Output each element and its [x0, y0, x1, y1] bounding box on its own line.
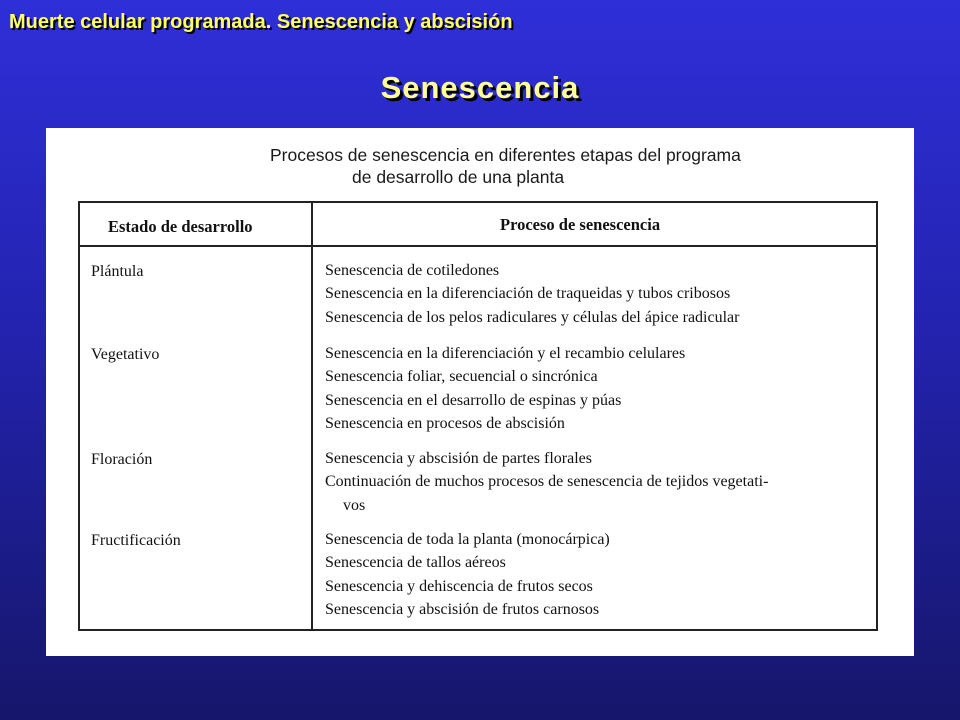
- process-item: Continuación de muchos procesos de senescencia de tejidos vegetati-: [325, 473, 769, 491]
- row-stage-fructificacion: Fructificación: [91, 532, 181, 549]
- caption-line-2: de desarrollo de una planta: [352, 167, 565, 187]
- header-process: Proceso de senescencia: [500, 215, 661, 234]
- process-item: Senescencia de toda la planta (monocárpica): [325, 531, 610, 548]
- caption-line-1: Procesos de senescencia en diferentes etapas del programa: [270, 145, 741, 165]
- slide-main-title: Senescencia: [380, 70, 580, 105]
- row-processes-floracion: [325, 447, 768, 517]
- process-item: Senescencia y abscisión de partes florales: [325, 450, 593, 467]
- process-item: Senescencia de los pelos radiculares y células del ápice radicular: [325, 308, 740, 326]
- table-header-row: [80, 203, 876, 247]
- row-stage-vegetativo: Vegetativo: [91, 346, 160, 363]
- process-item: Senescencia foliar, secuencial o sincrónica: [325, 368, 598, 386]
- slide-top-title: Muerte celular programada. Senescencia y abscisión: [9, 11, 513, 33]
- scanned-figure: [46, 128, 914, 656]
- process-item: Senescencia en procesos de abscisión: [325, 414, 565, 432]
- row-processes-vegetativo: [325, 342, 685, 435]
- row-stage-plantula: Plántula: [91, 263, 144, 280]
- process-item: Senescencia y dehiscencia de frutos secos: [325, 577, 593, 595]
- header-stage: Estado de desarrollo: [108, 217, 253, 236]
- row-stage-floracion: Floración: [91, 451, 153, 468]
- figure-caption: [270, 144, 741, 188]
- row-processes-plantula: [325, 259, 739, 329]
- senescence-table: [78, 201, 878, 631]
- process-item: Senescencia de cotiledones: [325, 262, 500, 279]
- process-item: Senescencia en la diferenciación de traqueidas y tubos cribosos: [325, 285, 731, 303]
- column-divider: [311, 203, 313, 629]
- process-item: Senescencia de tallos aéreos: [325, 554, 506, 572]
- row-processes-fructificacion: [325, 528, 610, 621]
- process-item: Senescencia en la diferenciación y el recambio celulares: [325, 345, 686, 362]
- process-item: Senescencia y abscisión de frutos carnosos: [325, 600, 600, 618]
- process-item: vos: [343, 496, 366, 514]
- process-item: Senescencia en el desarrollo de espinas y púas: [325, 391, 622, 409]
